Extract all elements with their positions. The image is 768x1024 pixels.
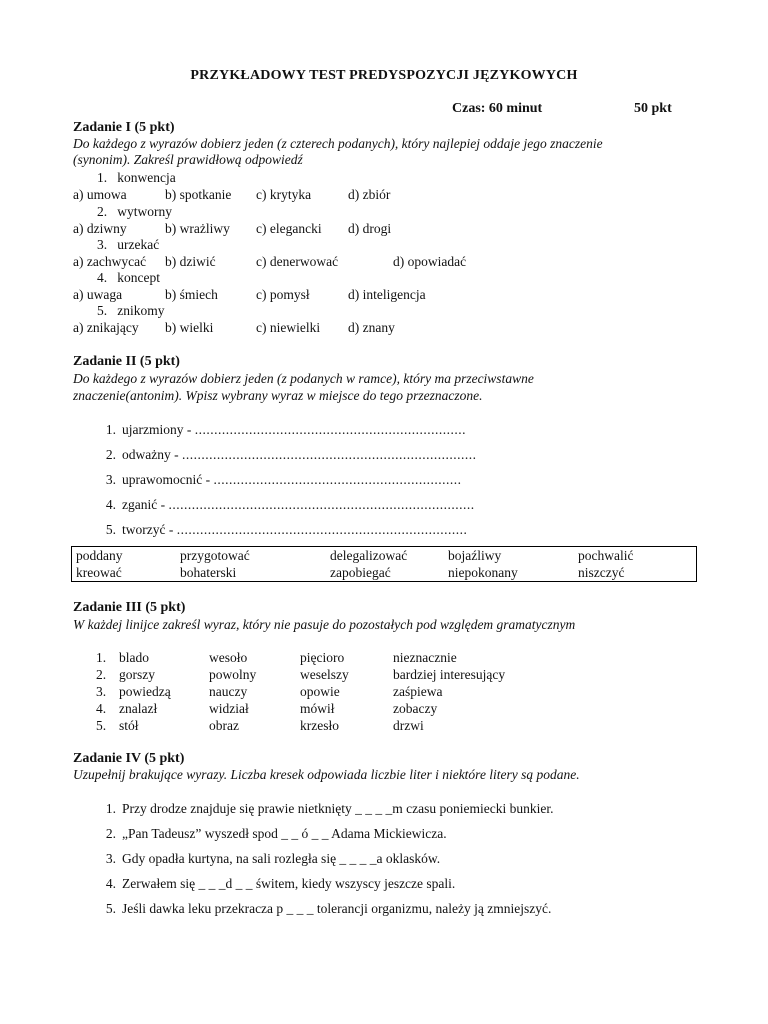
- option-b[interactable]: b) wrażliwy: [165, 221, 230, 236]
- word-option[interactable]: powiedzą: [119, 684, 171, 699]
- task2-item: [96, 497, 475, 513]
- word-option[interactable]: gorszy: [119, 667, 155, 682]
- word-box-row: [72, 547, 697, 565]
- option-c[interactable]: c) elegancki: [256, 221, 322, 236]
- word-option[interactable]: nieznacznie: [393, 650, 457, 665]
- box-word: niszczyć: [578, 565, 625, 580]
- item-word: konwencja: [117, 170, 176, 185]
- task3-instruction: W każdej linijce zakreśl wyraz, który nie pasuje do pozostałych pod względem gramatycznym: [73, 617, 576, 632]
- item-number: 2.: [97, 204, 108, 219]
- item-number: 5.: [105, 901, 116, 916]
- word-option[interactable]: pięcioro: [300, 650, 345, 665]
- task1-item-word: [97, 303, 165, 319]
- item-number: 2.: [105, 826, 116, 841]
- option-b[interactable]: b) dziwić: [165, 254, 216, 269]
- box-word: przygotować: [180, 548, 250, 563]
- option-c[interactable]: c) pomysł: [256, 287, 310, 302]
- box-word: delegalizować: [330, 548, 408, 563]
- item-number: 4.: [105, 497, 116, 512]
- word-option[interactable]: drzwi: [393, 718, 424, 733]
- option-b[interactable]: b) śmiech: [165, 287, 218, 302]
- box-word: niepokonany: [448, 565, 518, 580]
- item-word: koncept: [117, 270, 160, 285]
- item-number: 3.: [105, 851, 116, 866]
- word-option[interactable]: krzesło: [300, 718, 339, 733]
- task2-item: [96, 522, 467, 538]
- word-option[interactable]: zaśpiewa: [393, 684, 443, 699]
- item-number: 4.: [105, 876, 116, 891]
- option-a[interactable]: a) znikający: [73, 320, 139, 335]
- task1-item-word: [97, 270, 160, 286]
- word-option[interactable]: wesoło: [209, 650, 248, 665]
- option-a[interactable]: a) dziwny: [73, 221, 127, 236]
- box-word: bojaźliwy: [448, 548, 502, 563]
- item-word: ujarzmiony -: [122, 422, 195, 437]
- task2-heading: Zadanie II (5 pkt): [73, 354, 180, 369]
- answer-blank[interactable]: ...............................................................................: [168, 497, 475, 512]
- task4-instruction: Uzupełnij brakujące wyrazy. Liczba kresek odpowiada liczbie liter i niektóre litery są podane.: [73, 767, 580, 782]
- task1-instruction-line1: Do każdego z wyrazów dobierz jeden (z czterech podanych), który najlepiej oddaje jego znaczenie: [73, 136, 603, 151]
- task2-instruction-line1: Do każdego z wyrazów dobierz jeden (z podanych w ramce), który ma przeciwstawne: [73, 371, 534, 386]
- item-word: odważny -: [122, 447, 182, 462]
- row-number: 2.: [96, 667, 107, 682]
- word-option[interactable]: znalazł: [119, 701, 158, 716]
- option-a[interactable]: a) uwaga: [73, 287, 123, 302]
- word-option[interactable]: bardziej interesujący: [393, 667, 506, 682]
- item-word: tworzyć -: [122, 522, 177, 537]
- option-d[interactable]: d) opowiadać: [393, 254, 467, 269]
- word-option[interactable]: obraz: [209, 718, 239, 733]
- word-option[interactable]: zobaczy: [393, 701, 438, 716]
- answer-blank[interactable]: ................................................................: [213, 472, 462, 487]
- option-b[interactable]: b) spotkanie: [165, 187, 232, 202]
- option-d[interactable]: d) inteligencja: [348, 287, 426, 302]
- item-number: 1.: [105, 422, 116, 437]
- box-word: kreować: [76, 565, 122, 580]
- option-b[interactable]: b) wielki: [165, 320, 214, 335]
- item-word: wytworny: [117, 204, 172, 219]
- task1-item-word: [97, 204, 172, 220]
- sentence[interactable]: Gdy opadła kurtyna, na sali rozległa się _ _ _ _a oklasków.: [122, 851, 441, 866]
- row-number: 3.: [96, 684, 107, 699]
- task1-item-word: [97, 237, 159, 253]
- word-option[interactable]: powolny: [209, 667, 257, 682]
- item-number: 1.: [105, 801, 116, 816]
- row-number: 1.: [96, 650, 107, 665]
- option-a[interactable]: a) zachwycać: [73, 254, 147, 269]
- box-word: poddany: [76, 548, 123, 563]
- answer-blank[interactable]: ...........................................................................: [176, 522, 468, 537]
- page-title: PRZYKŁADOWY TEST PREDYSPOZYCJI JĘZYKOWYCH: [190, 68, 578, 83]
- task4-item: [96, 876, 455, 892]
- box-word: zapobiegać: [330, 565, 391, 580]
- option-d[interactable]: d) znany: [348, 320, 395, 335]
- box-word: pochwalić: [578, 548, 634, 563]
- task3-heading: Zadanie III (5 pkt): [73, 600, 186, 615]
- option-c[interactable]: c) krytyka: [256, 187, 312, 202]
- sentence[interactable]: Jeśli dawka leku przekracza p _ _ _ tolerancji organizmu, należy ją zmniejszyć.: [122, 901, 552, 916]
- row-number: 5.: [96, 718, 107, 733]
- row-number: 4.: [96, 701, 107, 716]
- task4-heading: Zadanie IV (5 pkt): [73, 751, 185, 766]
- task2-item: [96, 472, 461, 488]
- option-a[interactable]: a) umowa: [73, 187, 127, 202]
- points-label: 50 pkt: [634, 101, 672, 116]
- item-number: 3.: [97, 237, 108, 252]
- time-label: Czas: 60 minut: [452, 101, 543, 116]
- word-box-row: [72, 564, 697, 582]
- option-c[interactable]: c) niewielki: [256, 320, 321, 335]
- task1-heading: Zadanie I (5 pkt): [73, 120, 175, 135]
- task1-instruction-line2: (synonim). Zakreśl prawidłową odpowiedź: [73, 152, 303, 167]
- task4-item: [96, 901, 551, 917]
- box-word: bohaterski: [180, 565, 237, 580]
- task4-item: [96, 826, 447, 842]
- task2-instruction-line2: znaczenie(antonim). Wpisz wybrany wyraz w miejsce do tego przeznaczone.: [73, 388, 483, 403]
- task4-item: [96, 851, 440, 867]
- option-c[interactable]: c) denerwować: [256, 254, 339, 269]
- option-d[interactable]: d) drogi: [348, 221, 392, 236]
- option-d[interactable]: d) zbiór: [348, 187, 391, 202]
- item-number: 1.: [97, 170, 108, 185]
- word-box: [71, 546, 697, 582]
- task2-item: [96, 447, 476, 463]
- word-option[interactable]: nauczy: [209, 684, 248, 699]
- item-number: 5.: [105, 522, 116, 537]
- sentence[interactable]: Zerwałem się _ _ _d _ _ świtem, kiedy wszyscy jeszcze spali.: [122, 876, 456, 891]
- word-option[interactable]: stół: [119, 718, 139, 733]
- word-option[interactable]: opowie: [300, 684, 340, 699]
- item-word: uprawomocnić -: [122, 472, 214, 487]
- item-number: 5.: [97, 303, 108, 318]
- item-number: 3.: [105, 472, 116, 487]
- item-number: 4.: [97, 270, 108, 285]
- task2-item: [96, 422, 466, 438]
- item-word: znikomy: [117, 303, 165, 318]
- task4-item: [96, 801, 554, 817]
- answer-blank[interactable]: ............................................................................: [181, 447, 477, 462]
- answer-blank[interactable]: ......................................................................: [194, 422, 466, 437]
- item-word: zganić -: [122, 497, 169, 512]
- sentence[interactable]: Przy drodze znajduje się prawie nietknięty _ _ _ _m czasu poniemiecki bunkier.: [122, 801, 554, 816]
- item-word: urzekać: [117, 237, 160, 252]
- item-number: 2.: [105, 447, 116, 462]
- word-option[interactable]: blado: [119, 650, 149, 665]
- word-option[interactable]: weselszy: [300, 667, 349, 682]
- word-option[interactable]: widział: [209, 701, 249, 716]
- sentence[interactable]: „Pan Tadeusz” wyszedł spod _ _ ó _ _ Adama Mickiewicza.: [122, 826, 447, 841]
- task1-item-word: [97, 170, 176, 186]
- word-option[interactable]: mówił: [300, 701, 335, 716]
